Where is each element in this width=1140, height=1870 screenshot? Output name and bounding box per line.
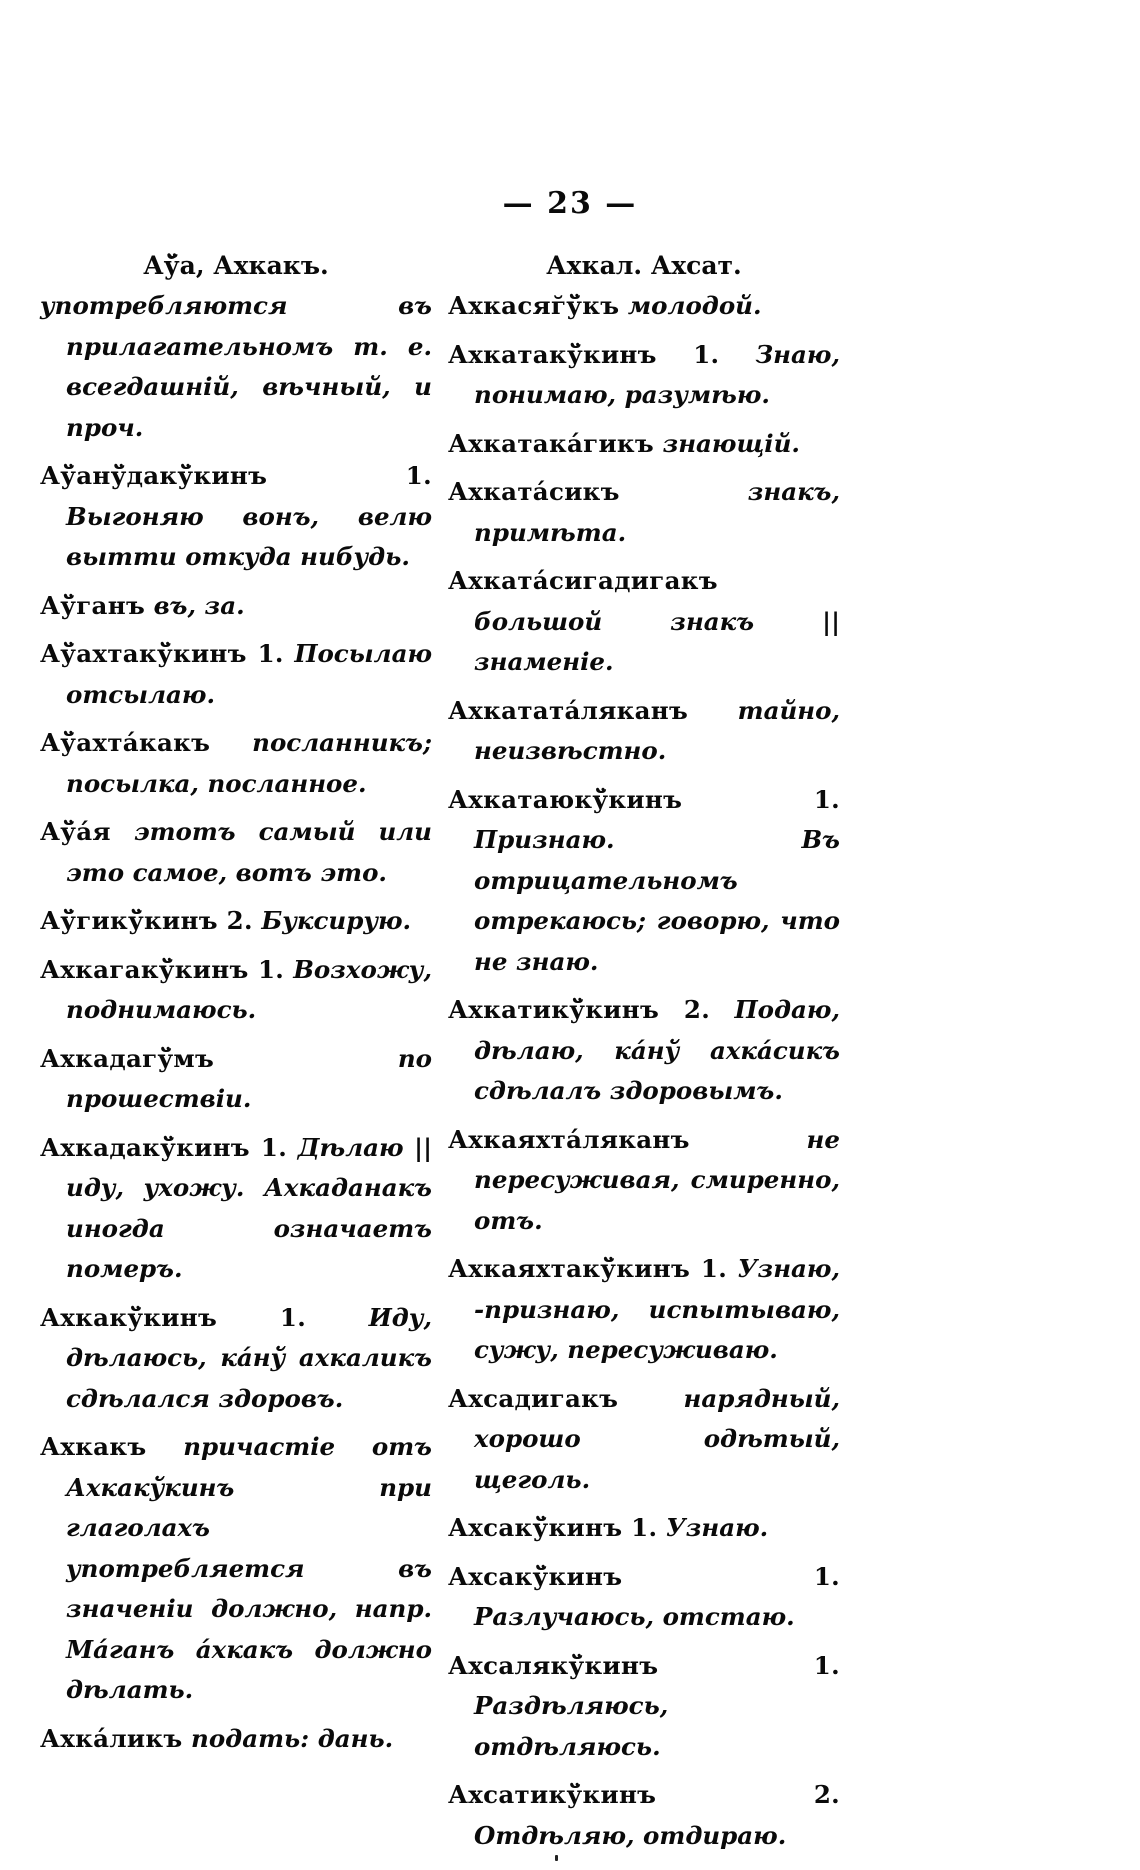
entry-definition: этотъ самый или это самое, вотъ это. <box>66 817 432 887</box>
dictionary-entry <box>40 812 432 893</box>
dictionary-entry <box>40 1298 432 1420</box>
dictionary-entry <box>448 1557 840 1638</box>
entry-definition: Узнаю, -признаю, испытываю, сужу, пересуживаю. <box>474 1254 840 1364</box>
entry-definition: не пересуживая, смиренно, отъ. <box>474 1124 840 1235</box>
entry-headword: Ахсалякў̆кинъ 1. <box>448 1650 840 1680</box>
entry-headword: Ахкакў̆кинъ 1. <box>40 1302 307 1332</box>
dictionary-entry <box>448 1775 840 1856</box>
dictionary-entry <box>40 456 432 578</box>
dictionary-entry <box>448 1646 840 1768</box>
entry-headword: Ахкатакáгикъ <box>448 428 655 458</box>
dictionary-entry <box>448 561 840 683</box>
entry-headword: Ахкатикў̆кинъ 2. <box>448 995 711 1024</box>
entry-headword: Ахсадигакъ <box>448 1383 619 1413</box>
dictionary-entry <box>40 1719 432 1760</box>
entry-definition: Отдѣляю, отдираю. <box>474 1820 787 1850</box>
entry-headword: Ахкатáсикъ <box>448 477 620 506</box>
dictionary-entry <box>448 1120 840 1242</box>
entry-definition: Дѣлаю || иду, ухожу. Ахкаданакъ иногда означаетъ померъ. <box>66 1132 433 1283</box>
entry-headword: Ахкатакў̆кинъ 1. <box>448 339 720 369</box>
entry-definition: Возхожу, поднимаюсь. <box>66 954 432 1024</box>
dictionary-entry <box>448 1508 840 1549</box>
entry-headword: Аў̆ганъ <box>40 590 146 620</box>
entry-headword: Ахкагакў̆кинъ 1. <box>40 954 285 984</box>
entry-headword: Аў̆анў̆дакў̆кинъ 1. <box>40 461 432 490</box>
dictionary-entry <box>448 990 840 1112</box>
dictionary-entry <box>40 1427 432 1711</box>
entry-headword: Ахкаяхтакў̆кинъ 1. <box>448 1254 728 1283</box>
entry-definition: Иду, дѣлаюсь, кáнў̆ ахкаликъ сдѣлался здоровъ. <box>66 1302 433 1413</box>
dictionary-entry <box>448 286 840 327</box>
entry-definition: причастіе отъ Ахкакў̆кинъ при глаголахъ употребляется въ значеніи должно, напр. Мáганъ áхкакъ должно дѣлать. <box>66 1432 432 1704</box>
entry-definition: Узнаю. <box>665 1513 769 1542</box>
entry-headword: Ахкасяг̆ў̆къ <box>448 291 620 320</box>
entry-headword: Ахсатикў̆кинъ 2. <box>448 1780 840 1809</box>
entry-definition: Буксирую. <box>261 906 412 935</box>
dictionary-entry <box>448 1249 840 1371</box>
entry-headword: Ахсакў̆кинъ 1. <box>448 1513 658 1542</box>
entry-definition: Признаю. Въ отрицательномъ отрекаюсь; говорю, что не знаю. <box>474 825 840 976</box>
right-column-header: Ахкал. Ахсат. <box>546 251 742 280</box>
entry-definition: Знаю, понимаю, разумѣю. <box>474 339 840 409</box>
print-speck <box>555 1855 558 1861</box>
left-column-header: Аў̆а, Ахкакъ. <box>143 251 329 280</box>
entry-headword: Аў̆áя <box>40 817 111 846</box>
dictionary-entry <box>40 586 432 627</box>
dictionary-entry <box>448 335 840 416</box>
entry-headword: Аў̆ахтáкакъ <box>40 728 211 757</box>
entry-definition: молодой. <box>627 291 762 320</box>
dictionary-entry <box>40 1128 432 1290</box>
entry-headword: Ахкáликъ <box>40 1723 183 1753</box>
entry-headword: Ахкаяхтáляканъ <box>448 1124 690 1154</box>
entry-headword: Ахкадагў̆мъ <box>40 1043 215 1073</box>
entry-definition: Разлучаюсь, отстаю. <box>474 1602 795 1631</box>
entry-definition: подать: дань. <box>191 1723 394 1753</box>
entry-definition: тайно, неизвѣстно. <box>474 695 840 765</box>
entry-headword: Ахкакъ <box>40 1432 147 1461</box>
entry-definition: нарядный, хорошо одѣтый, щеголь. <box>474 1383 840 1494</box>
page-number: — 23 — <box>502 186 638 221</box>
entry-headword: Ахкадакў̆кинъ 1. <box>40 1132 288 1162</box>
entry-definition: въ, за. <box>153 590 245 620</box>
dictionary-entry <box>40 723 432 804</box>
left-entry-list <box>40 286 432 1759</box>
dictionary-entry <box>448 1379 840 1501</box>
entry-headword: Ахкатáсигадигакъ <box>448 566 718 595</box>
left-column <box>40 246 432 1759</box>
dictionary-entry <box>448 424 840 465</box>
dictionary-entry <box>40 950 432 1031</box>
dictionary-entry <box>448 472 840 553</box>
entry-definition: знающій. <box>662 428 800 458</box>
dictionary-entry <box>40 634 432 715</box>
entry-definition: Раздѣляюсь, отдѣляюсь. <box>474 1691 669 1761</box>
entry-headword: Аў̆ахтакў̆кинъ 1. <box>40 639 284 668</box>
dictionary-entry <box>448 691 840 772</box>
right-column <box>448 246 840 1856</box>
entry-definition: большой знакъ || знаменіе. <box>474 606 840 676</box>
entry-definition: знакъ, примѣта. <box>474 477 840 547</box>
dictionary-entry <box>40 286 432 448</box>
dictionary-entry <box>40 1039 432 1120</box>
entry-definition: по прошествіи. <box>66 1043 432 1113</box>
right-entry-list <box>448 286 840 1856</box>
entry-definition: употребляются въ прилагательномъ т. е. всегдашній, вѣчный, и проч. <box>40 291 432 442</box>
entry-headword: Ахсакў̆кинъ 1. <box>448 1561 840 1591</box>
entry-definition: Выгоняю вонъ, велю вытти откуда нибудь. <box>66 501 432 571</box>
entry-definition: Подаю, дѣлаю, кáнў̆ ахкáсикъ сдѣлалъ здоровымъ. <box>474 995 840 1105</box>
entry-headword: Аў̆гикў̆кинъ 2. <box>40 906 253 935</box>
dictionary-entry <box>448 780 840 983</box>
entry-headword: Ахкатаюкў̆кинъ 1. <box>448 784 840 814</box>
entry-definition: Посылаю отсылаю. <box>66 639 432 709</box>
dictionary-entry <box>40 901 432 942</box>
entry-headword: Ахкататáляканъ <box>448 695 689 725</box>
entry-definition: посланникъ; посылка, посланное. <box>66 728 432 798</box>
